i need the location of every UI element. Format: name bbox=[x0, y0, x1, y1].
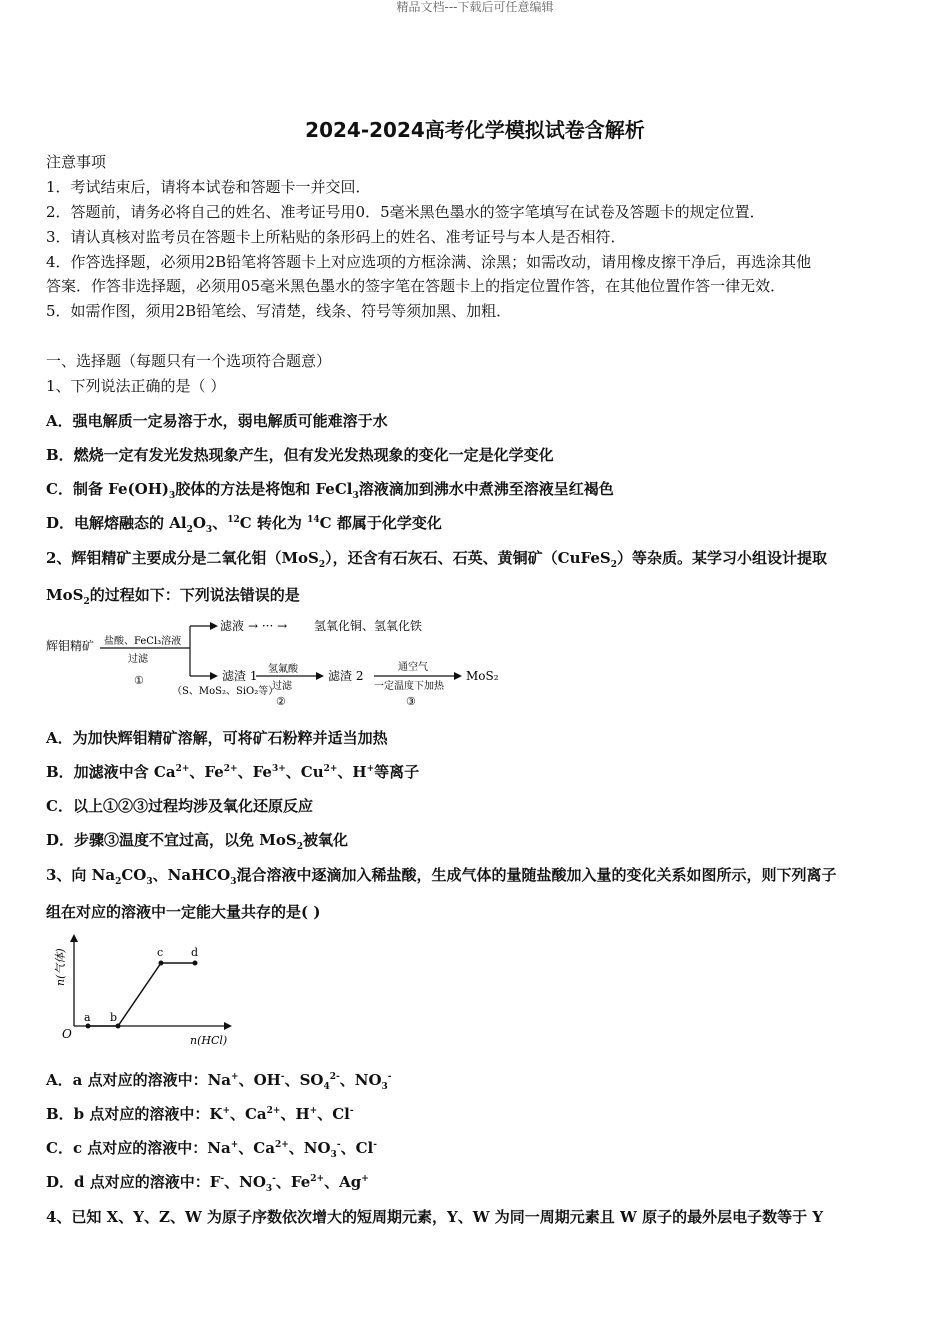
flow-step-2: ② bbox=[276, 695, 286, 708]
q2-option-b: B．加滤液中含 $Ca^{2+}$、$Fe^{2+}$、$Fe^{3+}$、$Cu^{2+}$、H+等离子 bbox=[46, 763, 420, 781]
flow-final-product: MoS₂ bbox=[466, 669, 499, 683]
q3-stem-line1: 3、向 $Na_2CO_3$、NaHCO$_3$混合溶液中逐滴加入稀盐酸，生成气体的量随盐酸加入量的变化关系如图所示，则下列离子 bbox=[46, 866, 837, 887]
q4-stem: 4、已知 X、Y、Z、W 为原子序数依次增大的短周期元素，Y、W 为同一周期元素且 W 原子的最外层电子数等于 Y bbox=[46, 1208, 824, 1226]
origin-label: O bbox=[62, 1027, 72, 1041]
x-axis-label: n(HCl) bbox=[190, 1034, 228, 1047]
page-title: 2024-2024高考化学模拟试卷含解析 bbox=[305, 118, 645, 142]
point-a bbox=[86, 1024, 91, 1029]
flow-reagent-2: 氢氟酸 bbox=[268, 664, 298, 675]
q3-option-b: B．b 点对应的溶液中：K+、$Ca^{2+}$、H+、Cl- bbox=[46, 1105, 354, 1123]
q2-option-d: D．步骤③温度不宜过高，以免 MoS$_2$被氧化 bbox=[46, 831, 348, 852]
q1-option-c: C．制备 $Fe(OH)_3$胶体的方法是将饱和 FeCl$_3$溶液滴加到沸水中煮沸至溶液呈红褐色 bbox=[46, 480, 614, 501]
point-c bbox=[159, 961, 164, 966]
flow-dots: → ··· → bbox=[248, 619, 288, 633]
gas-hcl-graph bbox=[44, 934, 244, 1052]
section-heading: 一、选择题（每题只有一个选项符合题意） bbox=[46, 352, 332, 370]
q3-option-c: C．c 点对应的溶液中：Na+、$Ca^{2+}$、$NO_3^-$、Cl- bbox=[46, 1139, 377, 1160]
flow-residue-1: 滤渣 1 bbox=[222, 669, 258, 683]
label-d: d bbox=[191, 946, 199, 959]
process-flow-diagram bbox=[44, 612, 514, 712]
q2-stem-line2: MoS$_2$的过程如下：下列说法错误的是 bbox=[46, 586, 300, 607]
notice-heading: 注意事项 bbox=[46, 153, 107, 171]
q2-option-c: C．以上①②③过程均涉及氧化还原反应 bbox=[46, 797, 313, 815]
label-c: c bbox=[157, 946, 164, 959]
flow-filtrate: 滤液 bbox=[220, 619, 245, 633]
notice-item-3: 3．请认真核对监考员在答题卡上所粘贴的条形码上的姓名、准考证号与本人是否相符． bbox=[46, 228, 626, 246]
q1-option-a: A．强电解质一定易溶于水，弱电解质可能难溶于水 bbox=[46, 412, 388, 430]
q3-option-d: D．d 点对应的溶液中：F-、$NO_3^-$、$Fe^{2+}$、Ag+ bbox=[46, 1173, 369, 1194]
q1-option-d: D．电解熔融态的 $Al_2O_3$、$^{12}$C 转化为 $^{14}$C 都属于化学变化 bbox=[46, 514, 442, 535]
q3-stem-line2: 组在对应的溶液中一定能大量共存的是( ) bbox=[46, 903, 321, 921]
flow-step-3: ③ bbox=[406, 695, 416, 708]
point-d bbox=[193, 961, 198, 966]
q3-option-a: A．a 点对应的溶液中：Na+、OH-、$SO_4^{2-}$、$NO_3^-$ bbox=[46, 1071, 392, 1092]
page-header: 精品文档---下载后可任意编辑 bbox=[396, 0, 554, 14]
notice-item-4-cont: 答案．作答非选择题，必须用05毫米黑色墨水的签字笔在答题卡上的指定位置作答，在其他位置作答一律无效． bbox=[46, 277, 786, 295]
notice-item-1: 1．考试结束后，请将本试卷和答题卡一并交回． bbox=[46, 178, 371, 196]
flow-op-2: 过滤 bbox=[272, 681, 292, 692]
flow-residue-1-composition: （S、MoS₂、SiO₂等） bbox=[172, 686, 279, 697]
notice-item-4: 4．作答选择题，必须用2B铅笔将答题卡上对应选项的方框涂满、涂黑；如需改动，请用橡皮擦干净后，再选涂其他 bbox=[46, 253, 812, 271]
q1-stem: 1、下列说法正确的是（ ） bbox=[46, 377, 226, 395]
flow-op-1: 过滤 bbox=[128, 654, 148, 665]
q2-option-a: A．为加快辉钼精矿溶解，可将矿石粉粹并适当加热 bbox=[46, 729, 388, 747]
q2-stem-line1: 2、辉钼精矿主要成分是二氧化钼（MoS$_2$），还含有石灰石、石英、黄铜矿（CuFeS$_2$）等杂质。某学习小组设计提取 bbox=[46, 549, 827, 570]
flow-op-3: 一定温度下加热 bbox=[374, 681, 444, 692]
flow-residue-2: 滤渣 2 bbox=[328, 669, 364, 683]
notice-item-5: 5．如需作图，须用2B铅笔绘、写清楚，线条、符号等须加黑、加粗． bbox=[46, 302, 512, 320]
label-b: b bbox=[110, 1011, 118, 1024]
q1-option-b: B．燃烧一定有发光发热现象产生，但有发光发热现象的变化一定是化学变化 bbox=[46, 446, 554, 464]
label-a: a bbox=[84, 1011, 91, 1024]
point-b bbox=[116, 1024, 121, 1029]
flow-reagent-1: 盐酸、FeCl₃溶液 bbox=[104, 636, 182, 647]
notice-item-2: 2．答题前，请务必将自己的姓名、准考证号用0．5毫米黑色墨水的签字笔填写在试卷及答题卡的规定位置． bbox=[46, 203, 765, 221]
flow-start: 辉钼精矿 bbox=[46, 639, 95, 653]
gas-curve bbox=[88, 963, 195, 1026]
flow-reagent-3: 通空气 bbox=[398, 662, 428, 673]
flow-step-1: ① bbox=[134, 674, 144, 687]
flow-products: 氢氧化铜、氢氧化铁 bbox=[314, 619, 423, 633]
y-axis-label: n(气体) bbox=[54, 948, 67, 986]
